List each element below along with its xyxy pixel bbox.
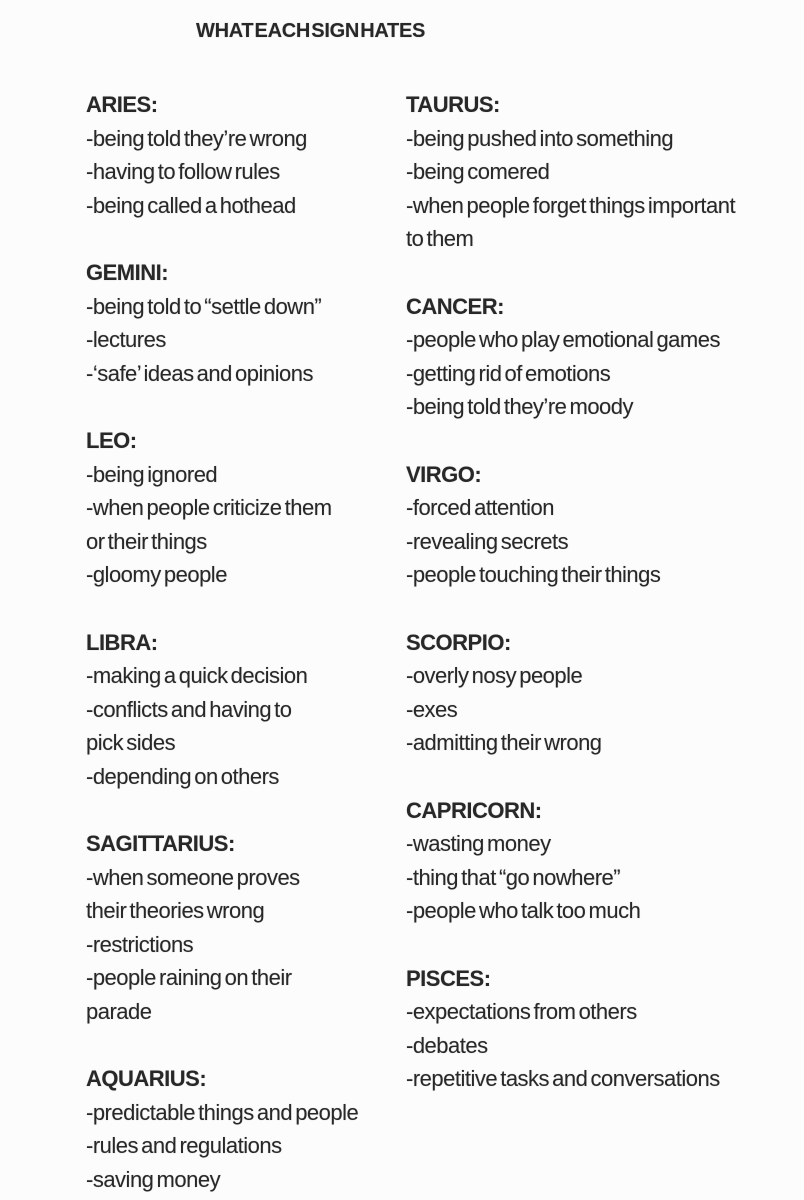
sign-section-cancer xyxy=(406,290,735,424)
hate-item-line: -being told they’re moody xyxy=(406,394,634,419)
hate-item-line: pick sides xyxy=(86,730,176,755)
sign-heading: CAPRICORN: xyxy=(406,797,542,823)
hate-item-line: -people who talk too much xyxy=(406,898,641,923)
sign-heading: VIRGO: xyxy=(406,461,482,487)
hate-item-line: -admitting their wrong xyxy=(406,730,602,755)
hate-item-line: -restrictions xyxy=(86,931,194,957)
sign-section-taurus xyxy=(406,88,735,256)
right-column xyxy=(406,88,735,1130)
sign-section-aries xyxy=(86,88,358,222)
hate-item-line: -repetitive tasks and conversations xyxy=(406,1066,720,1091)
hate-item-line: -expectations from others xyxy=(406,999,637,1024)
hate-item-line: -‘safe’ ideas and opinions xyxy=(86,360,313,386)
sign-section-sagittarius xyxy=(86,827,358,1028)
left-column xyxy=(86,88,358,1200)
sign-section-aquarius xyxy=(86,1062,358,1196)
hate-item-line: -predictable things and people xyxy=(86,1099,359,1125)
sign-section-capricorn xyxy=(406,794,735,928)
sign-heading: LEO: xyxy=(86,428,137,453)
sign-heading: CANCER: xyxy=(406,293,504,319)
hate-item-line: -conflicts and having to xyxy=(86,696,292,722)
hate-item-line: -forced attention xyxy=(406,495,554,520)
hate-item-line: -thing that “go nowhere” xyxy=(406,864,621,890)
hate-item-line: parade xyxy=(86,998,152,1024)
hate-item-line: -when people criticize them xyxy=(86,495,332,520)
hate-item-line: -being comered xyxy=(406,159,550,184)
hate-item-line: -depending on others xyxy=(86,763,279,789)
hate-item-line: -lectures xyxy=(86,327,166,352)
hate-item-line: -exes xyxy=(406,696,458,722)
hate-item-line: or their things xyxy=(86,528,207,554)
sign-section-virgo xyxy=(406,458,735,592)
sign-heading: SAGITTARIUS: xyxy=(86,831,235,856)
hate-item-line: -being called a hothead xyxy=(86,192,296,218)
hate-item-line: their theories wrong xyxy=(86,898,265,923)
hate-item-line: to them xyxy=(406,226,474,251)
sign-section-scorpio xyxy=(406,626,735,760)
hate-item-line: -getting rid of emotions xyxy=(406,360,611,386)
hate-item-line: -debates xyxy=(406,1032,488,1058)
sign-heading: LIBRA: xyxy=(86,629,158,655)
hate-item-line: -overly nosy people xyxy=(406,663,583,688)
sign-heading: SCORPIO: xyxy=(406,629,511,655)
hate-item-line: -people touching their things xyxy=(406,562,661,587)
sign-heading: GEMINI: xyxy=(86,260,169,285)
hate-item-line: -having to follow rules xyxy=(86,159,280,184)
hate-item-line: -people who play emotional games xyxy=(406,327,720,352)
hate-item-line: -saving money xyxy=(86,1166,221,1192)
hate-item-line: -when someone proves xyxy=(86,864,300,890)
hate-item-line: -rules and regulations xyxy=(86,1133,282,1158)
sign-heading: TAURUS: xyxy=(406,92,500,117)
sign-heading: PISCES: xyxy=(406,965,491,991)
hate-item-line: -being pushed into something xyxy=(406,125,674,151)
hate-item-line: -being ignored xyxy=(86,461,218,487)
hate-item-line: -wasting money xyxy=(406,831,551,856)
hate-item-line: -people raining on their xyxy=(86,965,292,990)
hate-item-line: -when people forget things important xyxy=(406,192,736,218)
page-title: WHAT EACH SIGN HATES xyxy=(196,20,426,42)
hate-item-line: -being told to “settle down” xyxy=(86,293,322,319)
hate-item-line: -being told they’re wrong xyxy=(86,125,307,151)
hate-item-line: -revealing secrets xyxy=(406,528,569,554)
sign-section-libra xyxy=(86,626,358,794)
sign-section-gemini xyxy=(86,256,358,390)
hate-item-line: -making a quick decision xyxy=(86,663,308,688)
sign-section-leo xyxy=(86,424,358,592)
sign-heading: ARIES: xyxy=(86,92,158,117)
hate-item-line: -gloomy people xyxy=(86,562,227,587)
sign-section-pisces xyxy=(406,962,735,1096)
sign-heading: AQUARIUS: xyxy=(86,1066,207,1091)
